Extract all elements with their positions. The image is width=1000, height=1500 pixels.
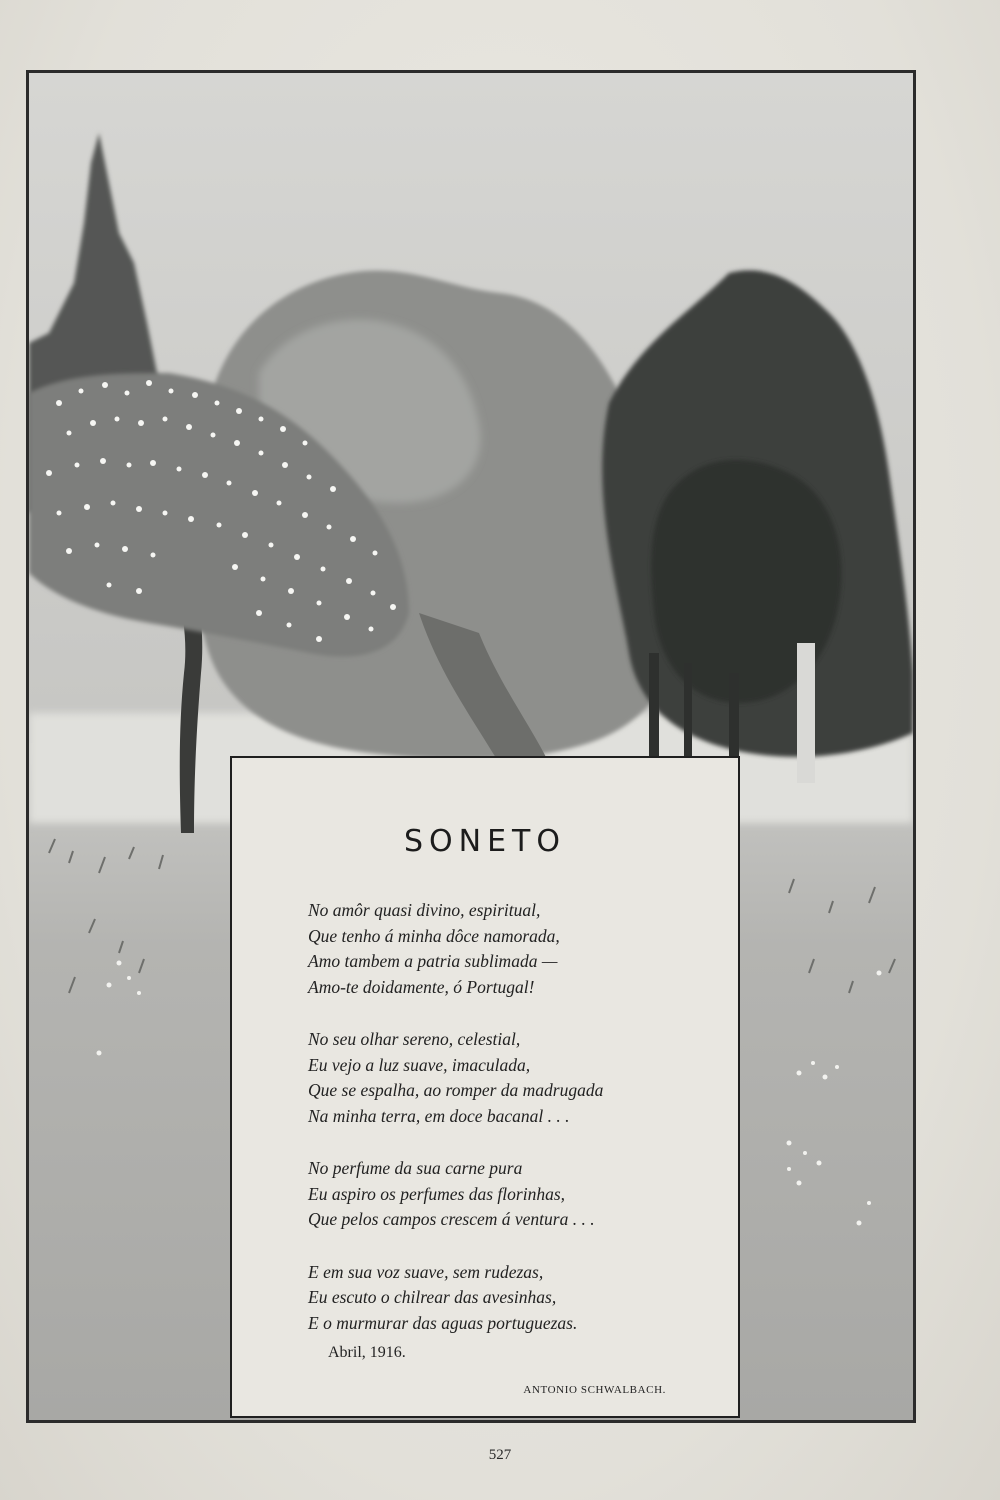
- stanza-1: [308, 898, 728, 1000]
- verse-line: No seu olhar sereno, celestial,: [308, 1029, 521, 1049]
- poem-author: ANTONIO SCHWALBACH.: [523, 1384, 666, 1396]
- verse-line: No perfume da sua carne pura: [308, 1158, 523, 1178]
- verse-line: No amôr quasi divino, espiritual,: [308, 900, 541, 920]
- verse-line: Eu vejo a luz suave, imaculada,: [308, 1054, 531, 1075]
- poem-panel: [230, 756, 740, 1418]
- verse-line: Eu escuto o chilrear das avesinhas,: [308, 1287, 557, 1307]
- page-number: 527: [488, 1447, 512, 1463]
- dark-trunk-a: [649, 653, 659, 763]
- verse-line: E em sua voz suave, sem rudezas,: [308, 1261, 544, 1282]
- stanza-4: [308, 1260, 728, 1337]
- verse-line: Na minha terra, em doce bacanal . . .: [308, 1105, 570, 1126]
- poem-stanzas: [308, 898, 728, 1363]
- dark-trunk-c: [729, 673, 739, 768]
- verse-line: E o murmurar das aguas portuguezas.: [308, 1312, 578, 1333]
- stanza-2: [308, 1027, 728, 1129]
- poem-date: Abril, 1916.: [328, 1344, 406, 1361]
- verse-line: Que se espalha, ao romper da madrugada: [308, 1080, 604, 1100]
- verse-line: Amo-te doidamente, ó Portugal!: [308, 976, 535, 997]
- poem-title: SONETO: [404, 824, 566, 859]
- birch-trunk-right: [797, 643, 815, 783]
- verse-line: Que tenho á minha dôce namorada,: [308, 925, 560, 946]
- verse-line: Eu aspiro os perfumes das florinhas,: [308, 1183, 566, 1204]
- verse-line: Que pelos campos crescem á ventura . . .: [308, 1209, 595, 1229]
- stanza-3: [308, 1156, 728, 1233]
- dark-trunk-b: [684, 663, 692, 763]
- verse-line: Amo tambem a patria sublimada —: [308, 951, 558, 971]
